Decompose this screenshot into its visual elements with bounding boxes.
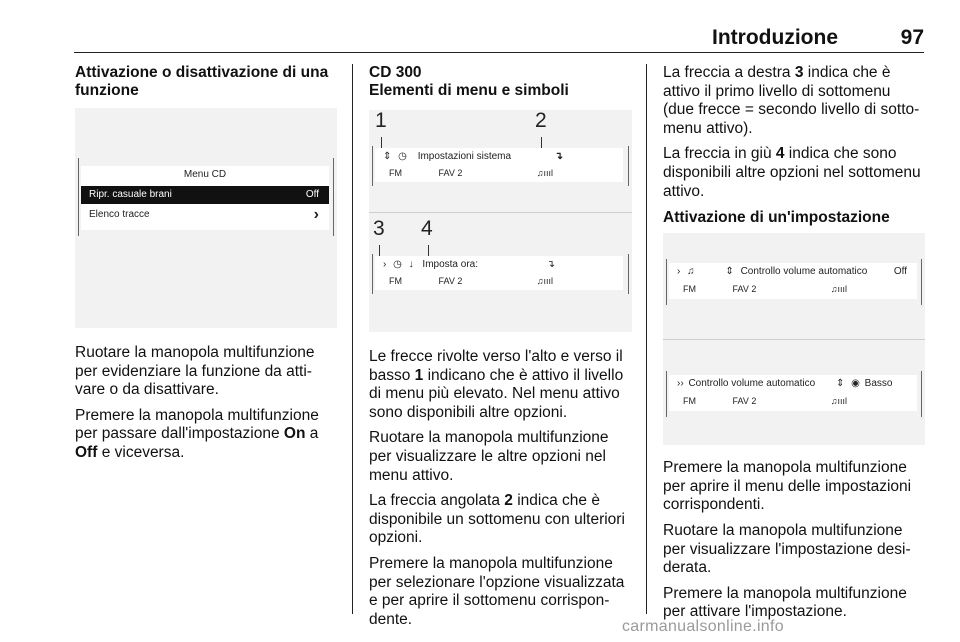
angled-arrow-icon: ↴: [546, 259, 555, 270]
double-right-arrow-icon: ››: [677, 378, 684, 390]
column-3: [663, 64, 925, 629]
figure-setting-activation: [663, 233, 925, 445]
chevron-right-icon: ›: [313, 206, 319, 223]
watermark: carmanualsonline.info: [622, 618, 784, 635]
callout-1: 1: [375, 109, 387, 132]
paragraph: Ruotare la manopola multifunzione per evidenziare la funzione da atti-vare o da disattivare.: [75, 344, 315, 399]
page-title: Introduzione: [712, 26, 838, 49]
signal-icon: ♫ıııl: [830, 284, 847, 295]
figure-menu-symbols: [369, 110, 632, 332]
right-arrow-icon: ›: [677, 266, 681, 278]
page-number: 97: [900, 26, 924, 49]
lcd-screen-2: › ◷ ↓ Imposta ora: ↴ FM FAV 2 ♫ıııl: [375, 256, 623, 290]
menu-row: Elenco tracce ›: [89, 206, 319, 223]
updown-arrow-icon: ⇕: [383, 151, 392, 162]
signal-icon: ♫ıııl: [536, 276, 553, 286]
column-divider-1: [352, 64, 353, 614]
section-heading-elementi: Elementi di menu e simboli: [369, 82, 569, 99]
paragraph: La freccia angolata 2 indica che è disponibile un sottomenu con ulteriori opzioni.: [369, 492, 625, 547]
callout-2: 2: [535, 109, 547, 132]
updown-arrow-icon: ⇕: [725, 266, 734, 278]
lcd-screen-4: ›› Controllo volume automatico ⇕ ◉ Basso FM FAV 2 ♫ıııl: [669, 375, 917, 411]
paragraph: La freccia a destra 3 indica che è attivo il primo livello di sottomenu (due frecce = secondo livello di sotto-menu attivo).: [663, 64, 920, 137]
paragraph: Le frecce rivolte verso l'alto e verso il basso 1 indicano che è attivo il livello di menu più elevato. Nel menu attivo sono disponibili altre opzioni.: [369, 348, 624, 421]
paragraph: Premere la manopola multifunzione per passare dall'impostazione On a Off e viceversa.: [75, 406, 319, 461]
updown-arrow-icon: ⇕: [835, 378, 845, 390]
right-arrow-icon: ›: [383, 259, 387, 270]
column-1: [75, 64, 337, 470]
column-divider-2: [646, 64, 647, 614]
signal-icon: ♫ıııl: [830, 396, 847, 407]
header-rule: [74, 52, 924, 53]
paragraph: La freccia in giù 4 indica che sono disponibili altre opzioni nel sottomenu attivo.: [663, 145, 921, 200]
down-arrow-icon: ↓: [408, 259, 414, 270]
signal-icon: ♫ıııl: [536, 168, 553, 178]
radio-selected-icon: ◉: [851, 378, 860, 390]
paragraph: Premere la manopola multifunzione per aprire il menu delle impostazioni corrispondenti.: [663, 459, 912, 514]
music-note-icon: ♫: [687, 266, 695, 278]
angled-arrow-icon: ↴: [554, 151, 563, 162]
callout-3: 3: [373, 217, 385, 240]
column-2: [369, 64, 632, 636]
callout-4: 4: [421, 217, 433, 240]
section-heading-impostazione: Attivazione di un'impostazione: [663, 209, 890, 227]
paragraph: Ruotare la manopola multifunzione per visualizzare le altre opzioni nel menu attivo.: [369, 429, 609, 484]
clock-icon: ◷: [398, 151, 407, 162]
figure-menu-cd: [75, 108, 337, 328]
section-heading-cd300: CD 300: [369, 64, 422, 81]
paragraph: Premere la manopola multifunzione per attivare l'impostazione.: [663, 584, 907, 621]
paragraph: Premere la manopola multifunzione per selezionare l'opzione visualizzata e per aprire il sottomenu corrispon-dente.: [369, 554, 625, 628]
clock-icon: ◷: [393, 259, 402, 270]
lcd-screen-1: ⇕ ◷ Impostazioni sistema ↴ FM FAV 2 ♫ıııl: [375, 148, 623, 182]
paragraph: Ruotare la manopola multifunzione per visualizzare l'impostazione desi-derata.: [663, 521, 911, 577]
menu-title: Menu CD: [183, 169, 227, 180]
menu-row-selected: Ripr. casuale brani Off: [81, 186, 329, 204]
lcd-screen-3: › ♫ ⇕ Controllo volume automatico Off FM FAV 2 ♫ıııl: [669, 263, 917, 299]
section-heading-attivazione: Attivazione o disattivazione di una funzione: [75, 64, 329, 99]
lcd-screen: [81, 166, 329, 230]
